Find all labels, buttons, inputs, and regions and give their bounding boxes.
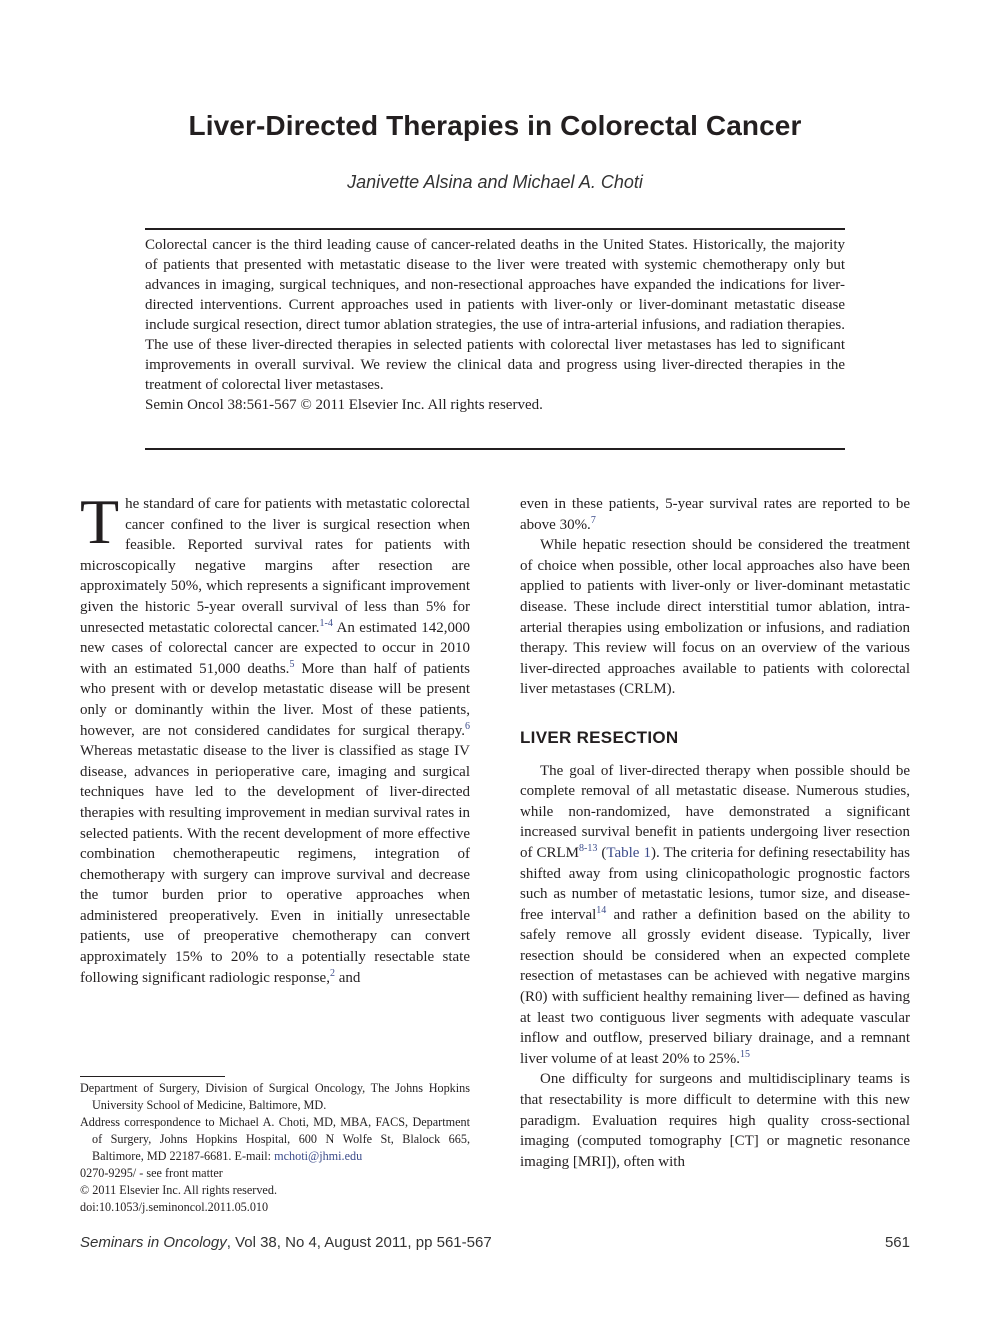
intro-paragraph <box>80 486 470 988</box>
abstract-bottom-rule <box>145 448 845 450</box>
paragraph: While hepatic resection should be considered the treatment of choice when possible, other local approaches also have been applied to patients with liver-only or liver-dominant metastatic disease. These include direct interstitial tumor ablation, intra-arterial therapies using embolization or infusions, and radiation therapy. This review will focus on an overview of the various liver-directed approaches available to patients with colorectal liver metastases (CRLM). <box>520 537 910 698</box>
author-list: Janivette Alsina and Michael A. Choti <box>347 172 643 192</box>
email-link[interactable]: mchoti@jhmi.edu <box>274 1149 363 1163</box>
text-run: even in these patients, 5-year survival rates are reported to be above 30%. <box>520 496 910 533</box>
abstract-citation: Semin Oncol 38:561-567 © 2011 Elsevier Inc. All rights reserved. <box>145 397 543 413</box>
text-run: Address correspondence to Michael A. Choti, MD, MBA, FACS, Department of Surgery, Johns Hopkins Hospital, 600 N Wolfe St, Blalock 665, Baltimore, MD 22187-6681. E-mail: <box>80 1115 470 1163</box>
footnotes <box>80 1080 470 1216</box>
text-run: and <box>334 969 361 986</box>
abstract-text: Colorectal cancer is the third leading cause of cancer-related deaths in the United States. Historically, the majority of patients that presented with metastatic disease to the liver were treated with systemic chemotherapy only but advances in imaging, surgical techniques, and non-resectional approaches have expanded the indications for liver-directed interventions. Current approaches used in patients with liver-only or liver-dominant metastatic disease include surgical resection, direct tumor ablation strategies, the use of intra-arterial infusions, and radiation therapies. The use of these liver-directed therapies in selected patients with colorectal liver metastases has led to significant improvements in overall survival. We review the clinical data and progress using liver-directed therapies in the treatment of colorectal liver metastases. <box>145 237 845 393</box>
reference-link[interactable]: 15 <box>739 1048 750 1060</box>
footnote-affiliation: Department of Surgery, Division of Surgical Oncology, The Johns Hopkins University School of Medicine, Baltimore, MD. <box>80 1081 470 1112</box>
table-link[interactable]: Table 1 <box>606 844 651 861</box>
journal-details: , Vol 38, No 4, August 2011, pp 561-567 <box>226 1234 492 1251</box>
abstract <box>145 235 845 415</box>
text-run: An estimated 142,000 new cases of colorectal cancer are expected to occur in 2010 with an estimated 51,000 deaths. <box>80 619 470 677</box>
text-run: The goal of liver-directed therapy when possible should be complete removal of all metastatic disease. Numerous studies, while non-randomized, have demonstrated a significant increased survival benefit in patients undergoing liver resection of CRLM <box>520 762 910 861</box>
footnote-copyright: © 2011 Elsevier Inc. All rights reserved. <box>80 1183 277 1197</box>
paragraph <box>520 494 910 535</box>
section-heading: LIVER RESECTION <box>520 727 679 747</box>
text-run: ). The criteria for defining resectability has shifted away from using clinicopathologic prognostic factors such as number of metastatic lesions, tumor size, and disease-free interval <box>520 844 910 923</box>
footnote-issn: 0270-9295/ - see front matter <box>80 1166 223 1180</box>
paragraph: One difficulty for surgeons and multidisciplinary teams is that resectability is more difficult to determine with this new paradigm. Evaluation requires high quality cross-sectional imaging (computed tomography [CT] or magnetic resonance imaging [MRI]), often with <box>520 1071 910 1170</box>
footnote-doi: doi:10.1053/j.seminoncol.2011.05.010 <box>80 1200 269 1214</box>
body-column-right <box>520 494 910 1172</box>
text-run: ( <box>597 844 607 861</box>
paragraph <box>520 761 910 1070</box>
footnote-rule <box>80 1076 225 1077</box>
text-run: Whereas metastatic disease to the liver is classified as stage IV disease, advances in perioperative care, imaging and surgical techniques have led to the development of liver-directed therapies with resulting improvement in median survival rates in selected patients. With the recent development of more effective combination chemotherapeutic regimens, integration of chemotherapy with surgery can improve survival and decrease the tumor burden prior to operative approaches when administered preoperatively. Even in initially unresectable patients, use of preoperative chemotherapy can convert approximately 15% to 20% to a potentially resectable state following significant radiologic response, <box>80 743 470 986</box>
journal-name: Seminars in Oncology <box>80 1234 227 1251</box>
text-run: More than half of patients who present with or develop metastatic disease will be present only or dominantly within the liver. Most of these patients, however, are not considered candidates for surgical therapy. <box>80 660 470 739</box>
reference-link[interactable]: 5 <box>289 658 295 670</box>
reference-link[interactable]: 1-4 <box>319 617 333 629</box>
dropcap: T <box>80 486 120 557</box>
body-column-left <box>80 486 470 988</box>
footer-journal <box>80 1234 492 1251</box>
article-title: Liver-Directed Therapies in Colorectal Cancer <box>188 110 802 141</box>
abstract-top-rule <box>145 228 845 230</box>
reference-link[interactable]: 7 <box>590 514 596 526</box>
reference-link[interactable]: 8-13 <box>579 842 598 854</box>
reference-link[interactable]: 14 <box>596 904 607 916</box>
page-number: 561 <box>884 1234 910 1251</box>
text-run: he standard of care for patients with metastatic colorectal cancer confined to the liver is surgical resection when feasible. Reported survival rates for patients with microscopically negative margins after resection are approximately 50%, which represents a significant improvement given the historic 5-year overall survival of less than 5% for unresected metastatic colorectal cancer. <box>80 496 470 636</box>
reference-link[interactable]: 6 <box>465 720 470 732</box>
reference-link[interactable]: 2 <box>329 967 335 979</box>
text-run: and rather a definition based on the ability to safely remove all grossly evident disease. Typically, liver resection should be considered when an expected complete resection of metastases can be achieved with negative margins (R0) with sufficient healthy remaining liver— defined as having at least two contiguous liver segments with adequate vascular inflow and outflow, preserved biliary drainage, and a remnant liver volume of at least 20% to 25%. <box>520 906 910 1067</box>
footnote-correspondence <box>80 1114 470 1165</box>
